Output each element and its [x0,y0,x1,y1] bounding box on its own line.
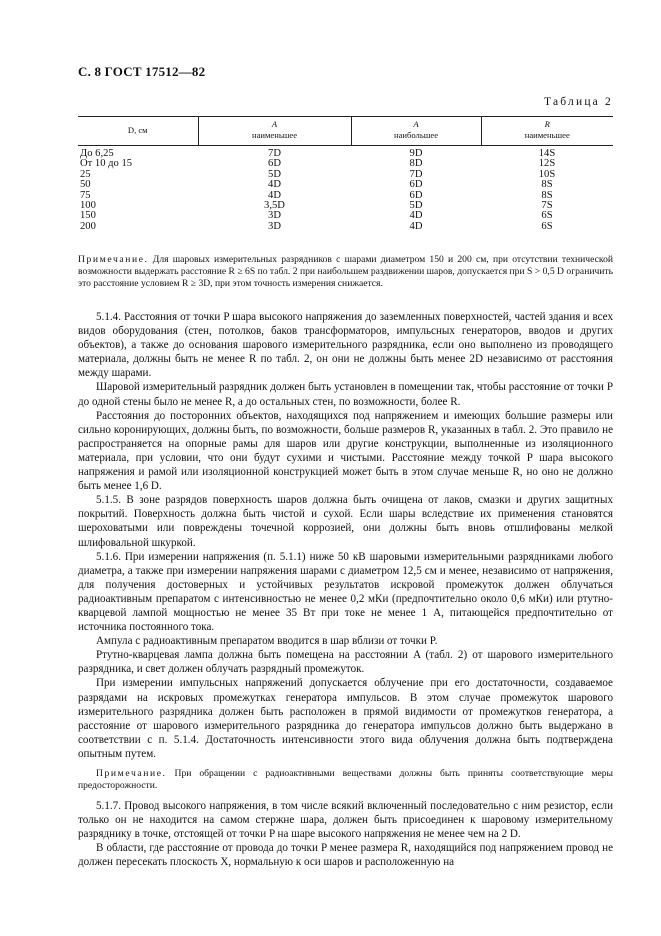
note-text: Для шаровых измерительных разрядников с шарами диаметром 150 и 200 см, при отсутствии технической возможности выдержать расстояние R ≥ 6S по табл. 2 при наибольшем раздвижении шаров, допускается при S > 0,5 D ограничить это расстояние условием R ≥ 3D, при этом точность измерения снижается. [78,254,613,289]
column-header-r-min [481,117,613,146]
cell-value: 7S [541,200,553,212]
cell-value: 6S [541,220,553,232]
table-row [78,159,613,169]
cell-value: 4D [409,210,423,222]
document-body [78,310,613,869]
cell-value: 9D [409,148,423,159]
paragraph: Расстояния до посторонних объектов, находящихся под напряжением и имеющих большие размеры или сильно коронирующих, должны быть, по возможности, больше размеров R, указанных в табл. 2. Это правило не распространяется на опорные рамы для шаров или другие конструкции, выполненные из изоляционного материала, при условии, что они будут сухими и чистыми. Расстояние между точкой P шара высокого напряжения и рамой или изоляционной конструкцией может быть в этом случае меньше R, но оно не должно быть менее 1,6 D. [78,409,613,493]
paragraph-5-1-5: 5.1.5. В зоне разрядов поверхность шаров должна быть очищена от лаков, смазки и других защитных покрытий. Поверхность должна быть чистой и сухой. Если шары вследствие их применения становятся шероховатыми или повреждены точечной коррозией, они должны быть вновь отшлифованы мелкой шлифовальной шкуркой. [78,494,613,549]
paragraph: Ртутно-кварцевая лампа должна быть помещена на расстоянии A (табл. 2) от шарового измерительного разрядника, и свет должен облучать разрядный промежуток. [78,649,613,676]
cell-value: 6D [268,158,281,170]
column-symbol: A [413,119,419,129]
column-sub: наибольшее [393,130,439,140]
cell-value: 5D [268,168,281,180]
cell-value: 7D [268,148,281,159]
paragraph-5-1-4: 5.1.4. Расстояния от точки P шара высокого напряжения до заземленных поверхностей, частей здания и всех видов оборудования (стен, потолков, баков трансформаторов, импульсных генераторов, вводов и других объектов), а также до основания шарового измерительного разрядника, если оно выполнено из проводящего материала, должны быть не менее R по табл. 2, он они не должны быть менее 2D независимо от расстояния между шарами. [78,311,613,380]
column-header-d [78,117,198,146]
table-row [78,180,613,190]
column-symbol: R [544,119,550,129]
cell-value: 6D [409,189,423,201]
cell-value: 3D [268,210,281,222]
cell-value: 14S [538,148,556,159]
cell-value: 3,5D [264,200,285,212]
column-symbol: A [271,119,278,129]
cell-value: 5D [409,200,423,212]
table-row [78,146,613,160]
note-heading: Примечание. [78,254,149,265]
cell-value: 3D [268,220,281,232]
paragraph: Ампула с радиоактивным препаратом вводится в шар вблизи от точки P. [96,635,438,648]
cell-value: 7D [409,168,423,180]
table-label: Таблица 2 [544,96,613,108]
cell-value: 8S [541,179,553,191]
column-symbol: D, см [127,124,148,135]
cell-diameter: 50 [80,179,91,191]
cell-value: 6S [541,210,553,222]
page-header: С. 8 ГОСТ 17512—82 [78,64,206,79]
cell-value: 4D [268,189,281,201]
paragraph: В области, где расстояние от провода до точки P менее размера R, находящийся под напряжением провод не должен пересекать плоскость X, нормальную к оси шаров и расположенную на [78,842,613,869]
cell-diameter: 100 [80,200,96,212]
paragraph: При измерении импульсных напряжений допускается облучение при его достаточности, создаваемое разрядами на искровых промежутках генератора импульсов. В этом случае промежуток шарового измерительного разрядника должен быть расположен в прямой видимости от промежутков генератора, а расстояние от шарового измерительного разрядника до генератора импульсов должно быть выдержано в соответствии с п. 5.1.4. Достаточность интенсивности этого вида облучения должна быть подтверждена опытным путем. [78,677,613,760]
cell-diameter: 75 [80,189,91,201]
cell-diameter: 150 [80,210,96,222]
cell-value: 12S [538,158,556,170]
paragraph-5-1-7: 5.1.7. Провод высокого напряжения, в том числе всякий включенный последовательно с ним резистор, если только он не находится на самом стержне шара, должен быть присоединен к шаровому измерительному разряднику в точке, отстоящей от точки P на шаре высокого напряжения не менее чем на 2 D. [78,800,613,841]
column-header-a-min [198,117,351,146]
note-heading: Примечание. [96,768,167,779]
table-body [78,146,613,233]
cell-value: 6D [409,179,423,191]
cell-value: 8D [409,158,423,170]
cell-value: 10S [538,168,556,180]
cell-value: 8S [541,189,553,201]
column-header-a-max [351,117,481,146]
radioactive-note [78,768,613,792]
column-sub: наименьшее [524,130,570,140]
cell-diameter: 25 [80,168,91,180]
cell-diameter: От 10 до 15 [80,158,133,170]
table-row [78,191,613,201]
table-header-row [78,117,613,146]
table-row [78,170,613,180]
cell-diameter: 200 [80,220,96,232]
table-row [78,211,613,221]
table-row [78,201,613,211]
cell-value: 4D [409,220,423,232]
note-text: При обращении с радиоактивными веществами должны быть приняты соответствующие меры предосторожности. [78,768,613,791]
paragraph-5-1-6: 5.1.6. При измерении напряжения (п. 5.1.1) ниже 50 кВ шаровыми измерительными разрядниками любого диаметра, а также при измерении напряжения шарами с диаметром 12,5 см и менее, независимо от напряжения, для получения достоверных и устойчивых результатов искровой промежуток должен облучаться радиоактивным препаратом с интенсивностью не менее 0,2 мКи (предпочтительно около 0,6 мКи) или ртутно-кварцевой лампой мощностью не менее 35 Вт при токе не менее 1 А, питающейся предпочтительно от источника постоянного тока. [78,550,613,634]
paragraph: Шаровой измерительный разрядник должен быть установлен в помещении так, чтобы расстояние от точки P до одной стены было не менее R, а до остальных стен, по возможности, более R. [78,381,613,408]
table-2 [78,116,613,232]
cell-diameter: До 6,25 [80,148,114,159]
cell-value: 4D [268,179,281,191]
table-note [78,254,613,290]
table-row [78,222,613,232]
column-sub: наименьшее [251,130,298,140]
